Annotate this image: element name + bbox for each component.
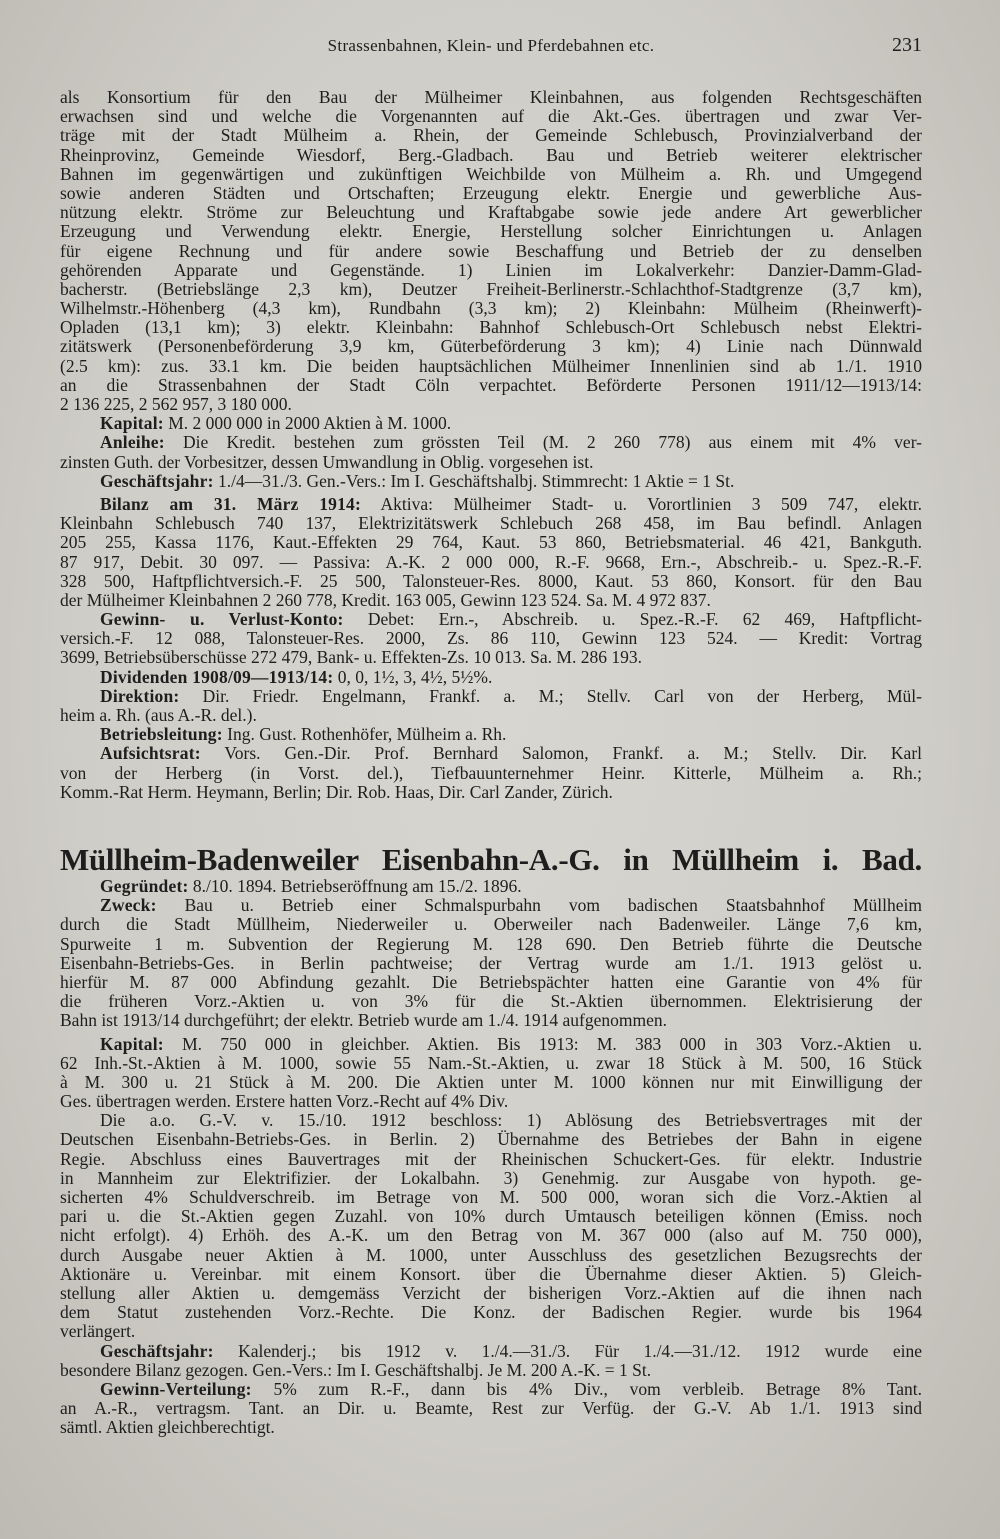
text-line xyxy=(60,376,922,395)
section-muelheimer-kleinbahnen xyxy=(60,88,922,802)
line-text: sicherten 4% Schuldverschreib. im Betrage von M. 500 000, woran sich die Vorz.-Aktien al xyxy=(60,1188,922,1207)
text-line xyxy=(60,357,922,376)
paragraph-label: Bilanz am 31. März 1914: xyxy=(100,494,362,514)
line-text: 87 917, Debit. 30 097. — Passiva: A.-K. 2 000 000, R.-F. 9668, Ern.-, Abschreib.- u. Spez.-R.-F. xyxy=(60,552,922,572)
line-text: Opladen (13,1 km); 3) elektr. Kleinbahn: Bahnhof Schlebusch-Ort Schlebusch nebst Elektri- xyxy=(60,318,922,338)
text-line xyxy=(60,1011,922,1030)
line-text: Kleinbahn Schlebusch 740 137, Elektrizitätswerk Schlebuch 268 458, im Bau befindl. Anlagen xyxy=(60,514,922,534)
text-line xyxy=(60,1303,922,1322)
line-text: an die Strassenbahnen der Stadt Cöln verpachtet. Beförderte Personen 1911/12—1913/14: xyxy=(60,375,922,395)
line-text: Wilhelmstr.-Höhenberg (4,3 km), Rundbahn (3,3 km); 2) Kleinbahn: Mülheim (Rheinwerft)- xyxy=(60,299,922,319)
text-line xyxy=(60,299,922,318)
paragraph-label: Gewinn-Verteilung: xyxy=(100,1379,252,1399)
text-line xyxy=(60,1361,922,1380)
paragraph-label: Geschäftsjahr: xyxy=(100,471,214,491)
line-text: von der Herberg (in Vorst. del.), Tiefbauunternehmer Heinr. Kitterle, Mülheim a. Rh.; xyxy=(60,763,922,783)
running-header xyxy=(60,36,922,60)
line-text: 0, 0, 1½, 3, 4½, 5½%. xyxy=(337,667,493,687)
text-line xyxy=(60,1380,922,1399)
text-line xyxy=(60,1246,922,1265)
paragraph-label: Kapital: xyxy=(100,1034,164,1054)
paragraph xyxy=(60,610,922,668)
text-line xyxy=(60,896,922,915)
line-text: Eisenbahn-Betriebs-Ges. in Berlin pachtweise; der Vertrag wurde am 1./1. 1913 gelöst u. xyxy=(60,953,922,973)
paragraph xyxy=(60,88,922,414)
line-text: Komm.-Rat Herm. Heymann, Berlin; Dir. Rob. Haas, Dir. Carl Zander, Zürich. xyxy=(60,782,613,802)
paragraph xyxy=(60,414,922,433)
line-text: zitätswerk (Personenbeförderung 3,9 km, Güterbeförderung 3 km); 4) Linie nach Dünnwald xyxy=(60,337,922,357)
text-line xyxy=(60,954,922,973)
line-text: Dir. Friedr. Engelmann, Frankf. a. M.; Stellv. Carl von der Herberg, Mül- xyxy=(202,686,922,706)
text-line xyxy=(60,1399,922,1418)
line-text: sämtl. Aktien gleichberechtigt. xyxy=(60,1418,275,1438)
paragraph xyxy=(60,433,922,471)
paragraph-label: Geschäftsjahr: xyxy=(100,1341,214,1361)
line-text: hierfür M. 87 000 Abfindung gezahlt. Die Betriebspächter hatten eine Garantie von 4% für xyxy=(60,972,922,992)
text-line xyxy=(60,1150,922,1169)
line-text: Rheinprovinz, Gemeinde Wiesdorf, Berg.-Gladbach. Bau und Betrieb weiterer elektrischer xyxy=(60,145,922,165)
line-text: verlängert. xyxy=(60,1322,136,1342)
paragraph xyxy=(60,668,922,687)
line-text: gehörenden Apparate und Gegenstände. 1) Linien im Lokalverkehr: Danzier-Damm-Glad- xyxy=(60,260,922,280)
text-line xyxy=(60,1111,922,1130)
line-text: nützung elektr. Ströme zur Beleuchtung und Kraftabgabe sowie jede andere Art gewerblicher xyxy=(60,203,922,223)
company-heading: Müllheim-Badenweiler Eisenbahn-A.-G. in Müllheim i. Bad. xyxy=(60,842,922,877)
line-text: Bau u. Betrieb einer Schmalspurbahn vom badischen Staatsbahnhof Müllheim xyxy=(184,896,922,916)
text-line xyxy=(60,572,922,591)
line-text: der Mülheimer Kleinbahnen 2 260 778, Kredit. 163 005, Gewinn 123 524. Sa. M. 4 972 837. xyxy=(60,590,711,610)
text-line xyxy=(60,280,922,299)
line-text: besondere Bilanz gezogen. Gen.-Vers.: Im I. Geschäftshalbj. Je M. 200 A.-K. = 1 St. xyxy=(60,1360,652,1380)
text-line xyxy=(60,88,922,107)
paragraph xyxy=(60,1380,922,1438)
line-text: die früheren Vorz.-Aktien u. von 3% für die St.-Aktien übernommen. Elektrisierung der xyxy=(60,992,922,1012)
text-line xyxy=(60,973,922,992)
text-line xyxy=(60,1073,922,1092)
text-line xyxy=(60,533,922,552)
paragraph xyxy=(60,877,922,896)
text-line xyxy=(60,935,922,954)
text-line xyxy=(60,203,922,222)
text-line xyxy=(60,591,922,610)
line-text: Debet: Ern.-, Abschreib. u. Spez.-R.-F. 62 469, Haftpflicht- xyxy=(367,610,922,630)
line-text: Bahn ist 1913/14 durchgeführt; der elektr. Betrieb wurde am 1./4. 1914 aufgenommen. xyxy=(60,1011,668,1031)
line-text: 1./4—31./3. Gen.-Vers.: Im I. Geschäftshalbj. Stimmrecht: 1 Aktie = 1 St. xyxy=(218,471,735,491)
text-line xyxy=(60,629,922,648)
line-text: durch die Stadt Müllheim, Niederweiler u. Oberweiler nach Badenweiler. Länge 7,6 km, xyxy=(60,915,922,935)
paragraph xyxy=(60,1035,922,1112)
line-text: dem Statut zustehenden Vorz.-Rechte. Die Konz. der Badischen Regier. wurde bis 1964 xyxy=(60,1303,922,1323)
paragraph-label: Zweck: xyxy=(100,896,157,916)
paragraph-label: Gegründet: xyxy=(100,877,189,896)
line-text: 2 136 225, 2 562 957, 3 180 000. xyxy=(60,395,292,414)
line-text: Regie. Abschluss eines Bauvertrages mit der Rheinischen Schuckert-Ges. für elektr. Industrie xyxy=(60,1149,922,1169)
text-line xyxy=(60,1169,922,1188)
paragraph xyxy=(60,1111,922,1341)
line-text: M. 750 000 in gleichber. Aktien. Bis 1913: M. 383 000 in 303 Vorz.-Aktien u. xyxy=(182,1034,922,1054)
text-line xyxy=(60,433,922,452)
paragraph-label: Kapital: xyxy=(100,414,164,434)
text-line xyxy=(60,1035,922,1054)
running-title: Strassenbahnen, Klein- und Pferdebahnen etc. xyxy=(327,36,655,55)
text-line xyxy=(60,668,922,687)
paragraph xyxy=(60,1342,922,1380)
text-line xyxy=(60,453,922,472)
text-line xyxy=(60,107,922,126)
text-line xyxy=(60,725,922,744)
text-line xyxy=(60,648,922,667)
text-line xyxy=(60,337,922,356)
paragraph xyxy=(60,687,922,725)
line-text: zinsten Guth. der Vorbesitzer, dessen Umwandlung in Oblig. vorgesehen ist. xyxy=(60,452,594,472)
line-text: heim a. Rh. (aus A.-R. del.). xyxy=(60,706,257,725)
paragraph xyxy=(60,896,922,1030)
page-number: 231 xyxy=(892,34,922,56)
text-line xyxy=(60,126,922,145)
text-line xyxy=(60,1342,922,1361)
paragraph-label: Gewinn- u. Verlust-Konto: xyxy=(100,610,344,630)
line-text: Bahnen im gegenwärtigen und zukünftigen Weichbilde von Mülheim a. Rh. und Umgegend xyxy=(60,164,922,184)
text-line xyxy=(60,261,922,280)
text-line xyxy=(60,414,922,433)
text-line xyxy=(60,1188,922,1207)
line-text: träge mit der Stadt Mülheim a. Rhein, der Gemeinde Schlebusch, Provinzialverband der xyxy=(60,126,922,146)
text-line xyxy=(60,764,922,783)
line-text: für eigene Rechnung und für andere sowie Beschaffung und Betrieb der zu denselben xyxy=(60,241,922,261)
text-line xyxy=(60,495,922,514)
line-text: erwachsen sind und welche die Vorgenannten auf die Akt.-Ges. übertragen und zwar Ver- xyxy=(60,107,922,127)
line-text: sowie anderen Städten und Ortschaften; Erzeugung elektr. Energie und gewerbliche Aus- xyxy=(60,183,922,203)
paragraph-label: Anleihe: xyxy=(100,433,165,453)
text-line xyxy=(60,222,922,241)
line-text: Ing. Gust. Rothenhöfer, Mülheim a. Rh. xyxy=(227,725,507,745)
line-text: durch Ausgabe neuer Aktien à M. 1000, unter Ausschluss des gesetzlichen Bezugsrechts der xyxy=(60,1245,922,1265)
text-line xyxy=(60,1226,922,1245)
line-text: nicht erfolgt). 4) Erhöh. des A.-K. um den Betrag von M. 367 000 (also auf M. 750 000), xyxy=(60,1226,922,1246)
line-text: in Mannheim zur Elektrifizier. der Lokalbahn. 3) Genehmig. zur Ausgabe von hypoth. ge- xyxy=(60,1168,922,1188)
text-line xyxy=(60,992,922,1011)
line-text: 328 500, Haftpflichtversich.-F. 25 500, Talonsteuer-Res. 8000, Kaut. 53 860, Konsort. für den Bau xyxy=(60,571,922,591)
line-text: an A.-R., vertragsm. Tant. an Dir. u. Beamte, Rest zur Verfüg. der G.-V. Ab 1./1. 1913 sind xyxy=(60,1399,922,1419)
text-line xyxy=(60,318,922,337)
line-text: à M. 300 u. 21 Stück à M. 200. Die Aktien unter M. 1000 können nur mit Einwilligung der xyxy=(60,1072,922,1092)
text-line xyxy=(60,1284,922,1303)
text-line xyxy=(60,146,922,165)
section-muellheim-badenweiler xyxy=(60,877,922,1437)
text-line xyxy=(60,1054,922,1073)
text-line xyxy=(60,242,922,261)
text-line xyxy=(60,395,922,414)
text-line xyxy=(60,1265,922,1284)
text-line xyxy=(60,553,922,572)
line-text: als Konsortium für den Bau der Mülheimer Kleinbahnen, aus folgenden Rechtsgeschäften xyxy=(60,88,922,107)
line-text: 5% zum R.-F., dann bis 4% Div., vom verbleib. Betrage 8% Tant. xyxy=(273,1379,922,1399)
paragraph xyxy=(60,725,922,744)
line-text: Kalenderj.; bis 1912 v. 1./4.—31./3. Für 1./4.—31./12. 1912 wurde eine xyxy=(238,1341,922,1361)
text-line xyxy=(60,877,922,896)
line-text: Die a.o. G.-V. v. 15./10. 1912 beschloss: 1) Ablösung des Betriebsvertrages mit der xyxy=(100,1111,922,1131)
line-text: stellung aller Aktien u. demgemäss Verzicht der bisherigen Vorz.-Aktien auf die ihnen nach xyxy=(60,1283,922,1303)
line-text: 8./10. 1894. Betriebseröffnung am 15./2. 1896. xyxy=(192,877,522,896)
text-line xyxy=(60,610,922,629)
text-line xyxy=(60,744,922,763)
paragraph-label: Dividenden 1908/09—1913/14: xyxy=(100,667,334,687)
text-line xyxy=(60,1418,922,1437)
paragraph-label: Aufsichtsrat: xyxy=(100,744,201,764)
paragraph xyxy=(60,472,922,491)
line-text: versich.-F. 12 088, Talonsteuer-Res. 2000, Zs. 86 110, Gewinn 123 524. — Kredit: Vortrag xyxy=(60,629,922,649)
line-text: (2.5 km): zus. 33.1 km. Die beiden hauptsächlichen Mülheimer Innenlinien sind ab 1./1. 1910 xyxy=(60,356,922,376)
line-text: Ges. übertragen werden. Erstere hatten Vorz.-Recht auf 4% Div. xyxy=(60,1092,509,1112)
line-text: Spurweite 1 m. Subvention der Regierung M. 128 690. Den Betrieb führte die Deutsche xyxy=(60,934,922,954)
text-line xyxy=(60,472,922,491)
line-text: 62 Inh.-St.-Aktien à M. 1000, sowie 55 Nam.-St.-Aktien, u. zwar 18 Stück à M. 500, 16 Stück xyxy=(60,1053,922,1073)
line-text: bacherstr. (Betriebslänge 2,3 km), Deutzer Freiheit-Berlinerstr.-Schlachthof-Stadtgrenze (3,7 km), xyxy=(60,279,922,299)
paragraph-label: Direktion: xyxy=(100,686,180,706)
line-text: Vors. Gen.-Dir. Prof. Bernhard Salomon, Frankf. a. M.; Stellv. Dir. Karl xyxy=(224,744,922,764)
paragraph xyxy=(60,495,922,610)
text-line xyxy=(60,1092,922,1111)
text-line xyxy=(60,514,922,533)
line-text: Erzeugung und Verwendung elektr. Energie, Herstellung solcher Einrichtungen u. Anlagen xyxy=(60,222,922,242)
text-line xyxy=(60,1207,922,1226)
line-text: Die Kredit. bestehen zum grössten Teil (M. 2 260 778) aus einem mit 4% ver- xyxy=(183,433,922,453)
line-text: 205 255, Kassa 1176, Kaut.-Effekten 29 764, Kaut. 53 860, Betriebsmaterial. 46 421, Bankguth. xyxy=(60,533,922,553)
text-line xyxy=(60,783,922,802)
text-line xyxy=(60,706,922,725)
paragraph-label: Betriebsleitung: xyxy=(100,725,223,745)
text-line xyxy=(60,1130,922,1149)
line-text: 3699, Betriebsüberschüsse 272 479, Bank- u. Effekten-Zs. 10 013. Sa. M. 286 193. xyxy=(60,648,642,668)
text-line xyxy=(60,687,922,706)
text-line xyxy=(60,165,922,184)
paragraph xyxy=(60,744,922,802)
text-line xyxy=(60,1322,922,1341)
line-text: pari u. die St.-Aktien gegen Zuzahl. von 10% durch Umtausch beteiligen können (Emiss. noch xyxy=(60,1207,922,1227)
text-line xyxy=(60,915,922,934)
text-line xyxy=(60,184,922,203)
line-text: M. 2 000 000 in 2000 Aktien à M. 1000. xyxy=(168,414,452,434)
line-text: Aktiva: Mülheimer Stadt- u. Vorortlinien 3 509 747, elektr. xyxy=(380,494,922,514)
line-text: Aktionäre u. Vereinbar. mit einem Konsort. über die Übernahme dieser Aktien. 5) Gleich- xyxy=(60,1264,922,1284)
line-text: Deutschen Eisenbahn-Betriebs-Ges. in Berlin. 2) Übernahme des Betriebes der Bahn in eigene xyxy=(60,1130,922,1150)
